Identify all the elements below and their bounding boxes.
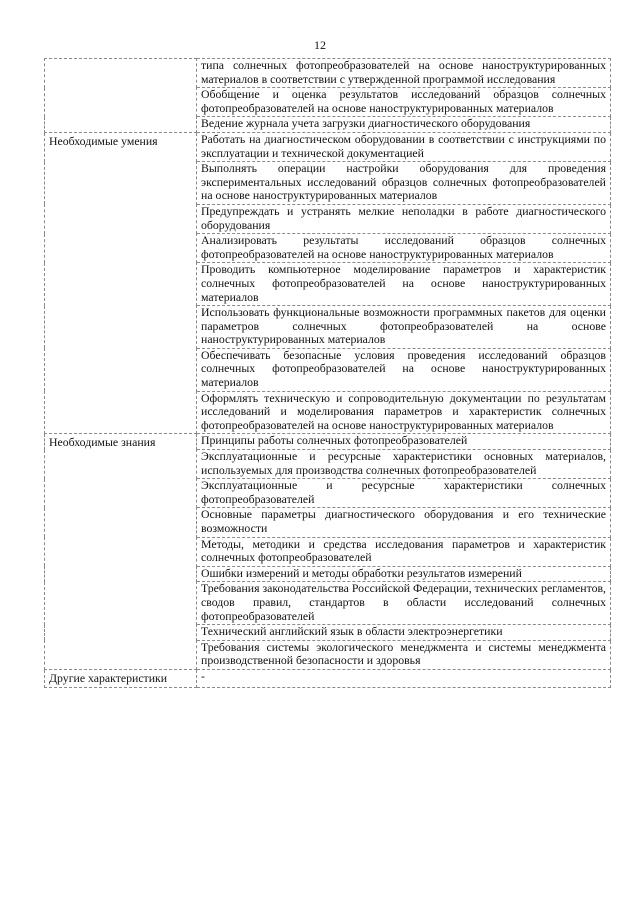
table-cell: Выполнять операции настройки оборудования для проведения экспериментальных исследований образцов солнечных фотопреобразователей на основе наноструктурированных материалов bbox=[197, 162, 611, 205]
table-row bbox=[45, 669, 611, 687]
table-cell: Технический английский язык в области электроэнергетики bbox=[197, 625, 611, 641]
table-cell: Ошибки измерений и методы обработки результатов измерений bbox=[197, 566, 611, 582]
section-label-other: Другие характеристики bbox=[45, 669, 197, 687]
section-label bbox=[45, 59, 197, 133]
table-row bbox=[45, 434, 611, 450]
table-cell: Оформлять техническую и сопроводительную документации по результатам исследований и моделирования параметров и характеристик солнечных фотопреобразователей на основе наноструктурированных материалов bbox=[197, 391, 611, 434]
table-cell: Ведение журнала учета загрузки диагностического оборудования bbox=[197, 117, 611, 133]
table-cell: Проводить компьютерное моделирование параметров и характеристик солнечных фотопреобразователей на основе наноструктурированных материалов bbox=[197, 263, 611, 306]
page-number: 12 bbox=[314, 38, 326, 52]
table-cell: Основные параметры диагностического оборудования и его технические возможности bbox=[197, 508, 611, 537]
table-cell: Требования системы экологического менеджмента и системы менеджмента производственной безопасности и здоровья bbox=[197, 640, 611, 669]
section-label-knowledge: Необходимые знания bbox=[45, 434, 197, 670]
table-cell: типа солнечных фотопреобразователей на основе наноструктурированных материалов в соответствии с утвержденной программой исследования bbox=[197, 59, 611, 88]
table-cell: Принципы работы солнечных фотопреобразователей bbox=[197, 434, 611, 450]
table-cell: - bbox=[197, 669, 611, 687]
table-cell: Эксплуатационные и ресурсные характеристики основных материалов, используемых для производства солнечных фотопреобразователей bbox=[197, 450, 611, 479]
table-cell: Обеспечивать безопасные условия проведения исследований образцов солнечных фотопреобразователей на основе наноструктурированных материалов bbox=[197, 348, 611, 391]
table-cell: Методы, методики и средства исследования параметров и характеристик солнечных фотопреобразователей bbox=[197, 537, 611, 566]
table-cell: Эксплуатационные и ресурсные характеристики солнечных фотопреобразователей bbox=[197, 479, 611, 508]
requirements-table bbox=[44, 58, 611, 688]
table-cell: Использовать функциональные возможности программных пакетов для оценки параметров солнечных фотопреобразователей на основе наноструктурированных материалов bbox=[197, 306, 611, 349]
table-cell: Работать на диагностическом оборудовании в соответствии с инструкциями по эксплуатации и технической документацией bbox=[197, 132, 611, 161]
table-cell: Обобщение и оценка результатов исследований образцов солнечных фотопреобразователей на основе наноструктурированных материалов bbox=[197, 88, 611, 117]
table-row bbox=[45, 59, 611, 88]
section-label-skills: Необходимые умения bbox=[45, 132, 197, 433]
table-cell: Анализировать результаты исследований образцов солнечных фотопреобразователей на основе наноструктурированных материалов bbox=[197, 234, 611, 263]
table-cell: Требования законодательства Российской Федерации, технических регламентов, сводов правил, стандартов в области исследований солнечных фотопреобразователей bbox=[197, 582, 611, 625]
table-row bbox=[45, 132, 611, 161]
table-cell: Предупреждать и устранять мелкие неполадки в работе диагностического оборудования bbox=[197, 204, 611, 233]
